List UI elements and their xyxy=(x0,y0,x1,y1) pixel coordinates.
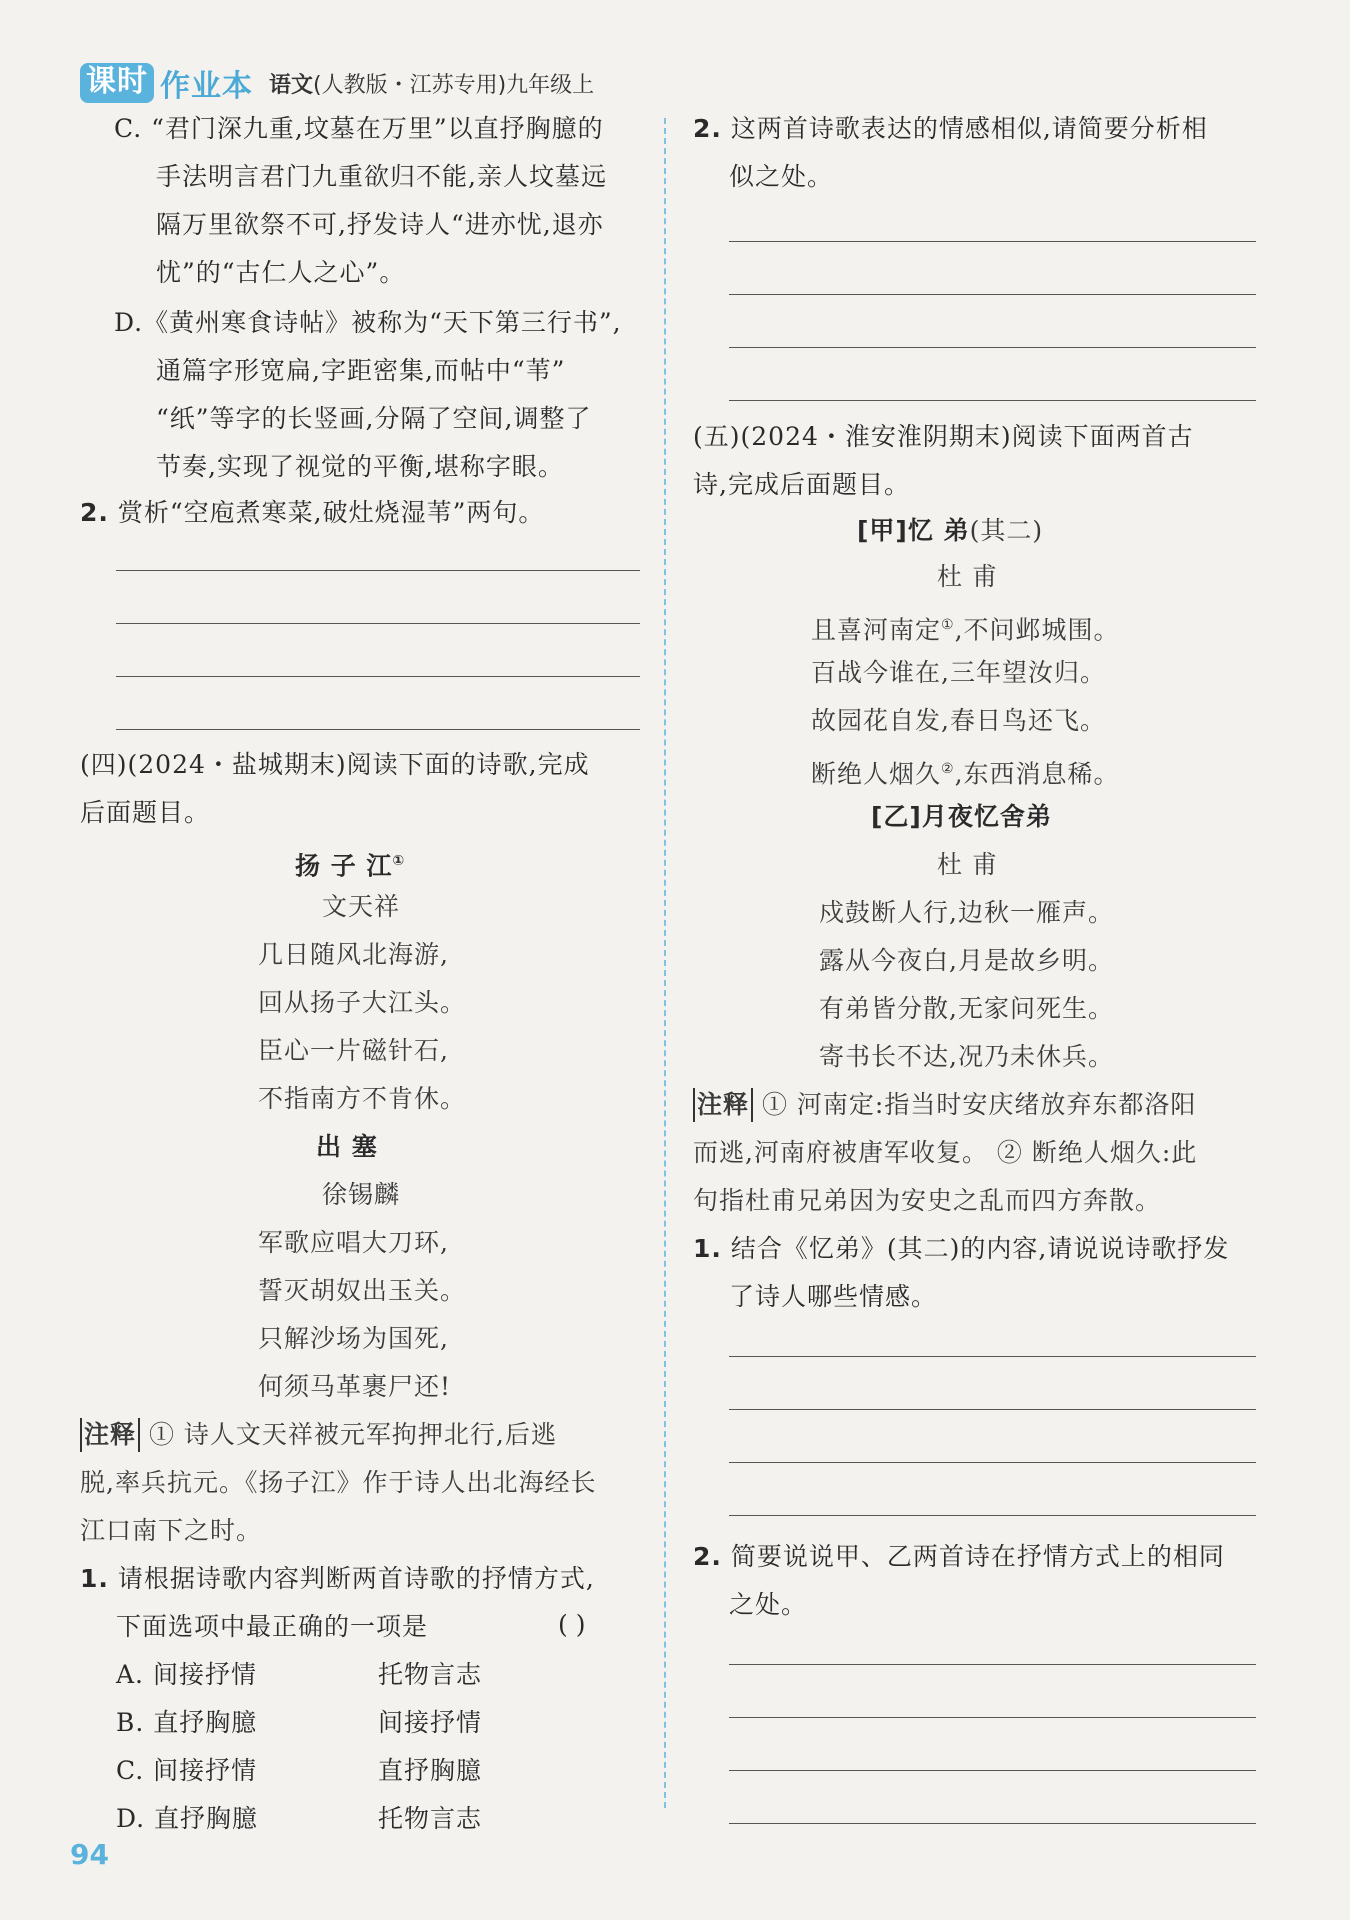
question-1 xyxy=(80,1562,595,1596)
option-d-line: D.《黄州寒食诗帖》被称为“天下第三行书”, xyxy=(114,308,622,337)
annotation-text: 而逃,河南府被唐军收复。 ② 断绝人烟久:此 xyxy=(693,1138,1198,1167)
poem-line: 寄书长不达,况乃未休兵。 xyxy=(819,1042,1114,1071)
poem-line: 何须马革裹尸还! xyxy=(258,1372,452,1401)
choice-value: 托物言志 xyxy=(378,1804,483,1833)
choice-label[interactable]: A. 间接抒情 xyxy=(116,1660,257,1689)
brand-name: 作业本 xyxy=(160,69,253,104)
poem-author: 杜 甫 xyxy=(937,850,998,879)
choice-value: 直抒胸臆 xyxy=(378,1756,483,1785)
poem-line: 戍鼓断人行,边秋一雁声。 xyxy=(819,898,1114,927)
question-1 xyxy=(693,1232,1229,1266)
section-4-heading: 后面题目。 xyxy=(80,798,211,827)
poem-line: 臣心一片磁针石, xyxy=(258,1036,449,1065)
choice-label[interactable]: D. 直抒胸臆 xyxy=(116,1804,259,1833)
poem-title: 出 塞 xyxy=(316,1132,378,1161)
poem-line: 百战今谁在,三年望汝归。 xyxy=(811,658,1106,687)
poem-line: 有弟皆分散,无家问死生。 xyxy=(819,994,1114,1023)
poem-line: 只解沙场为国死, xyxy=(258,1324,449,1353)
question-text: 结合《忆弟》(其二)的内容,请说说诗歌抒发 xyxy=(730,1234,1230,1263)
page-header xyxy=(80,58,594,108)
option-d-line: 节奏,实现了视觉的平衡,堪称字眼。 xyxy=(156,452,564,481)
option-c-line: 隔万里欲祭不可,抒发诗人“进亦忧,退亦 xyxy=(156,210,604,239)
question-number: 2. xyxy=(693,1542,722,1571)
poem-line xyxy=(811,608,1120,647)
section-5-heading: (五)(2024・淮安淮阴期末)阅读下面两首古 xyxy=(693,422,1194,451)
poem-line: 不指南方不肯休。 xyxy=(258,1084,467,1113)
option-d-line: “纸”等字的长竖画,分隔了空间,调整了 xyxy=(156,404,592,433)
poem-subtitle: (其二) xyxy=(969,516,1044,545)
footnote-marker: ① xyxy=(392,853,406,869)
question-2 xyxy=(693,112,1208,146)
choice-value: 间接抒情 xyxy=(378,1708,483,1737)
answer-line[interactable] xyxy=(729,347,1256,348)
poem-line: 回从扬子大江头。 xyxy=(258,988,467,1017)
book-subtitle xyxy=(269,68,594,99)
column-divider xyxy=(664,118,666,1808)
question-2 xyxy=(693,1540,1225,1574)
choice-label[interactable]: B. 直抒胸臆 xyxy=(116,1708,258,1737)
section-4-heading: (四)(2024・盐城期末)阅读下面的诗歌,完成 xyxy=(80,750,590,779)
annotation-text: 脱,率兵抗元。《扬子江》作于诗人出北海经长 xyxy=(80,1468,597,1497)
answer-line[interactable] xyxy=(729,241,1256,242)
answer-line[interactable] xyxy=(729,1515,1256,1516)
subject-label: 语文 xyxy=(269,72,314,98)
poem-line: 几日随风北海游, xyxy=(258,940,449,969)
answer-line[interactable] xyxy=(729,1409,1256,1410)
annotation-text: 句指杜甫兄弟因为安史之乱而四方奔散。 xyxy=(693,1186,1162,1215)
answer-line[interactable] xyxy=(729,1664,1256,1665)
annotation-label: 注释 xyxy=(693,1088,753,1122)
answer-line[interactable] xyxy=(116,729,640,730)
question-text: 这两首诗歌表达的情感相似,请简要分析相 xyxy=(730,114,1208,143)
poem-title: [乙]月夜忆舍弟 xyxy=(871,802,1052,831)
brand-logo: 课时 xyxy=(80,63,154,103)
question-text: 之处。 xyxy=(729,1590,808,1619)
poem-title xyxy=(857,514,1043,548)
poem-author: 杜 甫 xyxy=(937,562,998,591)
poem-line: 故园花自发,春日鸟还飞。 xyxy=(811,706,1106,735)
footnote-marker: ② xyxy=(941,761,955,777)
option-c-line: C. “君门深九重,坟墓在万里”以直抒胸臆的 xyxy=(114,114,604,143)
poem-text: ,东西消息稀。 xyxy=(954,759,1120,789)
question-text: 赏析“空庖煮寒菜,破灶烧湿苇”两句。 xyxy=(117,498,545,527)
poem-text: 且喜河南定 xyxy=(811,615,942,645)
poem-line: 露从今夜白,月是故乡明。 xyxy=(819,946,1114,975)
question-text: 简要说说甲、乙两首诗在抒情方式上的相同 xyxy=(730,1542,1225,1571)
question-number: 1. xyxy=(693,1234,722,1263)
poem-text: 断绝人烟久 xyxy=(811,759,942,789)
page-number: 94 xyxy=(70,1838,109,1871)
answer-line[interactable] xyxy=(729,400,1256,401)
annotation xyxy=(80,1418,557,1452)
poem-line xyxy=(811,752,1120,791)
choice-value: 托物言志 xyxy=(378,1660,483,1689)
question-2 xyxy=(80,496,544,530)
annotation-text: 江口南下之时。 xyxy=(80,1516,263,1545)
poem-title xyxy=(295,844,405,883)
answer-line[interactable] xyxy=(729,1823,1256,1824)
poem-line: 军歌应唱大刀环, xyxy=(258,1228,449,1257)
option-c-line: 手法明言君门九重欲归不能,亲人坟墓远 xyxy=(156,162,607,191)
answer-line[interactable] xyxy=(729,1356,1256,1357)
poem-author: 文天祥 xyxy=(322,892,401,921)
option-d-line: 通篇字形宽扁,字距密集,而帖中“苇” xyxy=(156,356,566,385)
answer-line[interactable] xyxy=(729,294,1256,295)
annotation-text: ① 河南定:指当时安庆绪放弃东都洛阳 xyxy=(761,1090,1197,1119)
question-text: 了诗人哪些情感。 xyxy=(729,1282,938,1311)
poem-text: ,不问邺城围。 xyxy=(954,615,1120,645)
question-text: 下面选项中最正确的一项是 xyxy=(116,1612,429,1641)
question-number: 2. xyxy=(80,498,109,527)
answer-line[interactable] xyxy=(116,570,640,571)
annotation-text: ① 诗人文天祥被元军拘押北行,后逃 xyxy=(148,1420,557,1449)
answer-line[interactable] xyxy=(729,1462,1256,1463)
choice-label[interactable]: C. 间接抒情 xyxy=(116,1756,258,1785)
footnote-marker: ① xyxy=(941,617,955,633)
question-number: 2. xyxy=(693,114,722,143)
answer-line[interactable] xyxy=(729,1770,1256,1771)
section-5-heading: 诗,完成后面题目。 xyxy=(693,470,910,499)
annotation-label: 注释 xyxy=(80,1418,140,1452)
question-text: 似之处。 xyxy=(729,162,834,191)
annotation xyxy=(693,1088,1196,1122)
option-c-line: 忧”的“古仁人之心”。 xyxy=(156,258,406,287)
answer-line[interactable] xyxy=(729,1717,1256,1718)
question-number: 1. xyxy=(80,1564,109,1593)
poem-title-text: [甲]忆 弟 xyxy=(857,516,970,545)
question-text: 请根据诗歌内容判断两首诗歌的抒情方式, xyxy=(117,1564,595,1593)
answer-blank[interactable]: ( ) xyxy=(558,1610,586,1639)
poem-author: 徐锡麟 xyxy=(322,1180,401,1209)
edition-label: (人教版・江苏专用)九年级上 xyxy=(313,72,595,98)
poem-line: 誓灭胡奴出玉关。 xyxy=(258,1276,467,1305)
answer-line[interactable] xyxy=(116,676,640,677)
poem-title-text: 扬 子 江 xyxy=(295,851,393,881)
answer-line[interactable] xyxy=(116,623,640,624)
